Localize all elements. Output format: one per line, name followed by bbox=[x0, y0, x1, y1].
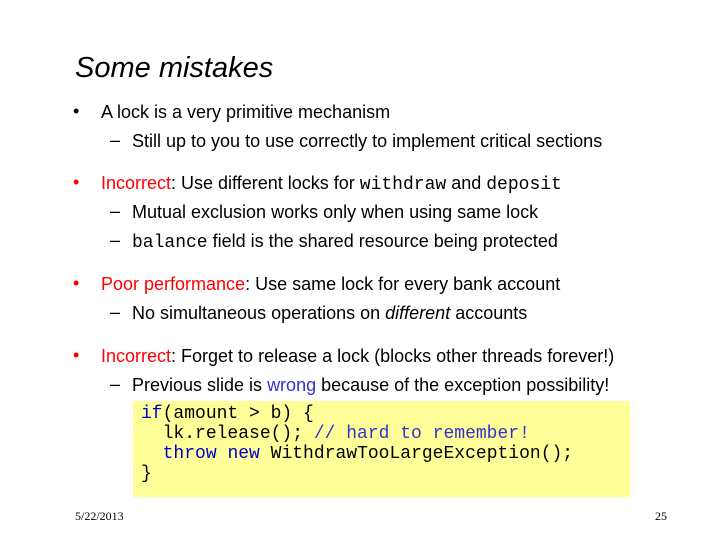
bullet-2: Incorrect: Use different locks for withdraw and deposit bbox=[101, 173, 562, 195]
code-balance: balance bbox=[132, 233, 208, 253]
bullet-dot: • bbox=[73, 345, 80, 365]
slide-title: Some mistakes bbox=[75, 52, 274, 84]
bullet-4-sub-1: Previous slide is wrong because of the exception possibility! bbox=[132, 375, 610, 395]
bullet-3-sub-1: No simultaneous operations on different accounts bbox=[132, 303, 528, 323]
page-number: 25 bbox=[655, 509, 667, 523]
bullet-dot: • bbox=[73, 101, 80, 121]
footer-date: 5/22/2013 bbox=[75, 509, 124, 523]
bullet-1-sub-1: Still up to you to use correctly to implement critical sections bbox=[132, 131, 603, 151]
sub-dash: – bbox=[110, 230, 121, 250]
sub-dash: – bbox=[110, 201, 121, 221]
bullet-1: A lock is a very primitive mechanism bbox=[101, 102, 391, 122]
bullet-2-sub-2: balance field is the shared resource being protected bbox=[132, 231, 558, 253]
bullet-dot: • bbox=[73, 273, 80, 293]
sub-dash: – bbox=[110, 374, 121, 394]
bullet-dot: • bbox=[73, 172, 80, 192]
code-deposit: deposit bbox=[486, 175, 562, 195]
incorrect-label: Incorrect bbox=[101, 346, 172, 366]
bullet-3: Poor performance: Use same lock for every bank account bbox=[101, 274, 561, 294]
code-withdraw: withdraw bbox=[359, 175, 447, 195]
code-comment: // hard to remember! bbox=[313, 424, 530, 444]
code-block: if(amount > b) { lk.release(); // hard to remember! throw new WithdrawTooLargeException(); } bbox=[133, 401, 630, 497]
sub-dash: – bbox=[110, 130, 121, 150]
poor-performance-label: Poor performance bbox=[101, 274, 246, 294]
incorrect-label: Incorrect bbox=[101, 173, 172, 193]
sub-dash: – bbox=[110, 302, 121, 322]
wrong-word: wrong bbox=[267, 375, 317, 395]
bullet-2-sub-1: Mutual exclusion works only when using same lock bbox=[132, 202, 539, 222]
bullet-4: Incorrect: Forget to release a lock (blocks other threads forever!) bbox=[101, 346, 615, 366]
